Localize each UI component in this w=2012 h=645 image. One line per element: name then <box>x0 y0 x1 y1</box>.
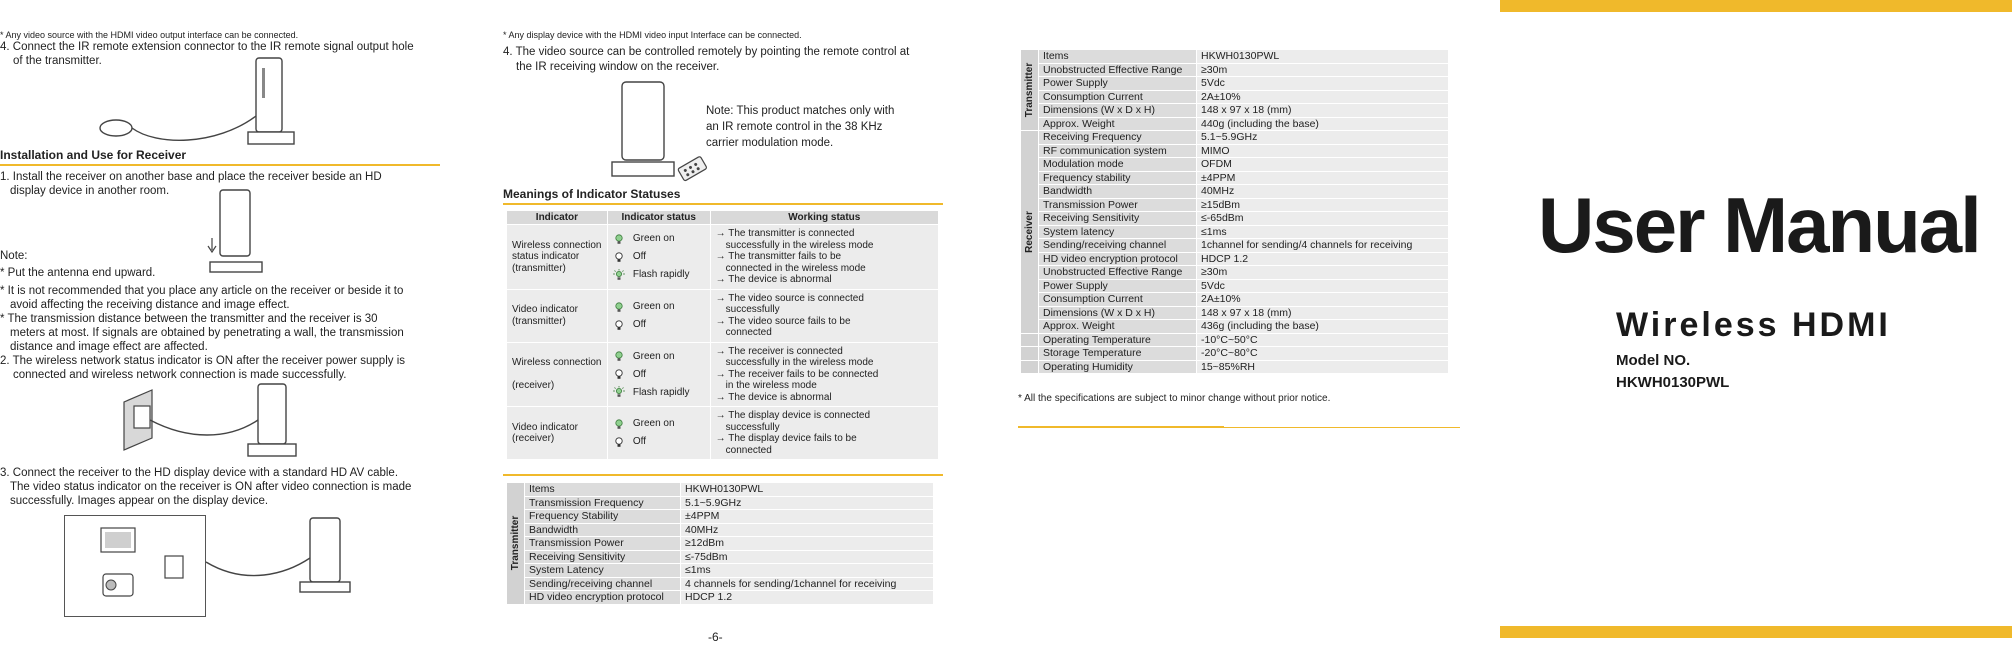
working-text: successfully in the wireless mode <box>725 357 874 368</box>
spec-value: ≥15dBm <box>1197 198 1449 212</box>
status-text: Green on <box>632 418 675 430</box>
spec-value: 2A±10% <box>1197 90 1449 104</box>
indicator-text <box>512 369 602 380</box>
indicator-cell <box>507 225 608 290</box>
table-row <box>507 577 934 591</box>
spec-value: ±4PPM <box>1197 171 1449 185</box>
indicator-text: status indicator <box>512 251 580 262</box>
table-row <box>1021 225 1449 239</box>
working-status-cell <box>710 342 938 407</box>
working-text: → The display device is connected <box>715 410 871 421</box>
spec-value: 5.1~5.9GHz <box>681 496 934 510</box>
spec-item: Receiving Sensitivity <box>1039 212 1197 226</box>
table-row <box>1021 198 1449 212</box>
status-text: Green on <box>632 300 675 312</box>
spec-item: Modulation mode <box>1039 158 1197 172</box>
status-cell <box>607 225 710 290</box>
spec-value: 2A±10% <box>1197 293 1449 307</box>
table-row <box>1021 279 1449 293</box>
table-row <box>507 510 934 524</box>
spec-item: System Latency <box>525 564 681 578</box>
ir-note-line3: carrier modulation mode. <box>706 137 834 149</box>
step3-line1: 3. Connect the receiver to the HD display device with a standard HD AV cable. <box>0 467 399 479</box>
spec-value: -20°C~80°C <box>1197 347 1449 361</box>
spec-item: Approx. Weight <box>1039 320 1197 334</box>
ir-extension-illustration <box>96 56 306 148</box>
display-devices-box <box>64 515 206 617</box>
table-row <box>1021 306 1449 320</box>
footer-rule-accent <box>1018 426 1224 428</box>
spec-item: Sending/receiving channel <box>525 577 681 591</box>
light-on-icon <box>613 301 625 313</box>
spec-item: Unobstructed Effective Range <box>1039 63 1197 77</box>
light-off-icon <box>613 368 625 380</box>
indicator-text: (receiver) <box>512 433 555 444</box>
table-row <box>1021 320 1449 334</box>
ir-note-line1: Note: This product matches only with <box>706 105 895 117</box>
working-text: → The display device fails to be <box>715 433 857 444</box>
cover-model-value: HKWH0130PWL <box>1616 374 1730 391</box>
blank-group <box>1021 347 1039 361</box>
working-text: in the wireless mode <box>725 380 817 391</box>
table-row <box>1021 266 1449 280</box>
indicator-cell <box>507 407 608 460</box>
indicator-text: (receiver) <box>512 379 555 391</box>
working-text: → The device is abnormal <box>715 391 832 403</box>
spec-value: MIMO <box>1197 144 1449 158</box>
light-flash-icon <box>613 386 625 398</box>
cover-top-bar <box>1500 0 2012 12</box>
working-text: successfully <box>725 304 780 315</box>
spec-item: Power Supply <box>1039 279 1197 293</box>
table-row <box>507 537 934 551</box>
note1: * Put the antenna end upward. <box>0 267 156 279</box>
step3-line2: The video status indicator on the receiver is ON after video connection is made <box>10 481 412 493</box>
cover-model-label: Model NO. <box>1616 352 1691 369</box>
spec-item: Dimensions (W x D x H) <box>1039 306 1197 320</box>
cover-product: Wireless HDMI <box>1616 306 1891 344</box>
table-row <box>1021 212 1449 226</box>
ir-note-line2: an IR remote control in the 38 KHz <box>706 121 883 133</box>
spec-value: 436g (including the base) <box>1197 320 1449 334</box>
spec-value: ±4PPM <box>681 510 934 524</box>
working-status-cell <box>710 407 938 460</box>
spec-value: HKWH0130PWL <box>681 483 934 497</box>
table-row <box>507 407 939 460</box>
indicator-text: Video indicator <box>512 304 578 315</box>
transmitter-group-label: Transmitter <box>1023 62 1035 118</box>
note2-line2: avoid affecting the receiving distance and image effect. <box>10 299 290 311</box>
light-on-icon <box>613 418 625 430</box>
receiver-av-illustration <box>206 514 356 596</box>
installation-heading: Installation and Use for Receiver <box>0 148 187 162</box>
indicator-text: (transmitter) <box>512 315 566 327</box>
spec-value: 5.1~5.9GHz <box>1197 131 1449 145</box>
blank-group <box>1021 360 1039 374</box>
spec-value: HDCP 1.2 <box>681 591 934 605</box>
table-row <box>1021 333 1449 347</box>
step3-line3: successfully. Images appear on the display device. <box>10 495 269 507</box>
status-text: Off <box>632 436 646 448</box>
working-text: connected in the wireless mode <box>725 262 866 274</box>
note-hdmi-display: * Any display device with the HDMI video input Interface can be connected. <box>503 30 802 40</box>
working-text: → The receiver fails to be connected <box>715 368 879 380</box>
spec-item: Sending/receiving channel <box>1039 239 1197 253</box>
table-row <box>1021 117 1449 131</box>
note3-line1: * The transmission distance between the transmitter and the receiver is 30 <box>0 313 378 325</box>
spec-value: ≤-65dBm <box>1197 212 1449 226</box>
spec-item: Items <box>525 483 681 497</box>
status-text: Green on <box>632 350 675 362</box>
status-text: Off <box>632 251 646 262</box>
header-indicator: Indicator <box>507 211 608 225</box>
receiver-group <box>1021 131 1039 334</box>
step1-line2: display device in another room. <box>10 185 170 197</box>
spec-item: Consumption Current <box>1039 293 1197 307</box>
spec-value: 40MHz <box>681 523 934 537</box>
spec-value: ≥30m <box>1197 266 1449 280</box>
working-status-cell <box>710 225 938 290</box>
table-row <box>1021 90 1449 104</box>
spec-item: Bandwidth <box>525 523 681 537</box>
indicator-text: Wireless connection <box>512 357 602 369</box>
spec-value: 15~85%RH <box>1197 360 1449 374</box>
table-row <box>1021 144 1449 158</box>
note-label: Note: <box>0 250 28 262</box>
spec-value: 40MHz <box>1197 185 1449 199</box>
table-row <box>1021 360 1449 374</box>
indicator-cell <box>507 342 608 407</box>
cover-title: User Manual <box>1538 181 1980 269</box>
light-off-icon <box>613 251 625 263</box>
table-row <box>1021 77 1449 91</box>
table-row <box>1021 171 1449 185</box>
indicator-cell <box>507 289 608 342</box>
spec-item: Frequency Stability <box>525 510 681 524</box>
status-cell <box>607 289 710 342</box>
indicator-text: Wireless connection <box>512 239 602 251</box>
spec-value: OFDM <box>1197 158 1449 172</box>
status-text: Off <box>632 368 646 380</box>
indicator-heading-rule <box>503 203 943 205</box>
spec-item: Items <box>1039 50 1197 64</box>
table-row <box>1021 104 1449 118</box>
blank-group <box>1021 333 1039 347</box>
receiver-illustration <box>200 188 270 278</box>
table-row <box>1021 185 1449 199</box>
p2-step4-line1: 4. The video source can be controlled remotely by pointing the remote control at <box>503 46 910 58</box>
light-on-icon <box>613 350 625 362</box>
step1-line1: 1. Install the receiver on another base and place the receiver beside an HD <box>0 171 382 183</box>
step2-line2: connected and wireless network connection is made successfully. <box>13 369 347 381</box>
spec-item: HD video encryption protocol <box>525 591 681 605</box>
status-text: Flash rapidly <box>632 269 690 280</box>
table-row <box>1021 158 1449 172</box>
spec-value: ≤1ms <box>1197 225 1449 239</box>
spec-value: 148 x 97 x 18 (mm) <box>1197 104 1449 118</box>
status-cell <box>607 407 710 460</box>
light-on-icon <box>613 233 625 245</box>
working-text: successfully <box>725 421 780 433</box>
full-spec-table <box>1020 49 1449 374</box>
spec-item: Transmission Power <box>1039 198 1197 212</box>
spec-item: Operating Humidity <box>1039 360 1197 374</box>
working-text: → The video source is connected <box>715 292 864 304</box>
table-row <box>1021 347 1449 361</box>
spec-value: ≥12dBm <box>681 537 934 551</box>
spec-item: RF communication system <box>1039 144 1197 158</box>
transmitter-spec-table <box>506 482 934 605</box>
header-indicator-status: Indicator status <box>607 211 710 225</box>
light-flash-icon <box>613 269 625 281</box>
spec-value: ≥30m <box>1197 63 1449 77</box>
transmitter-group <box>1021 50 1039 131</box>
status-text: Green on <box>632 233 675 244</box>
table-row <box>1021 293 1449 307</box>
spec-value: 440g (including the base) <box>1197 117 1449 131</box>
spec-value: ≤1ms <box>681 564 934 578</box>
spec-value: -10°C~50°C <box>1197 333 1449 347</box>
spec-item: Storage Temperature <box>1039 347 1197 361</box>
spec-rule <box>503 474 943 476</box>
spec-value: 4 channels for sending/1channel for receiving <box>681 577 934 591</box>
transmitter-group-label: Transmitter <box>509 516 521 571</box>
light-off-icon <box>613 319 625 331</box>
spec-item: Transmission Power <box>525 537 681 551</box>
table-row <box>507 483 934 497</box>
table-row <box>507 591 934 605</box>
spec-footnote: * All the specifications are subject to minor change without prior notice. <box>1018 393 1331 404</box>
spec-item: Operating Temperature <box>1039 333 1197 347</box>
spec-item: Consumption Current <box>1039 90 1197 104</box>
working-text: → The receiver is connected <box>715 345 843 357</box>
spec-value: 5Vdc <box>1197 77 1449 91</box>
spec-item: Unobstructed Effective Range <box>1039 266 1197 280</box>
working-text: connected <box>725 444 772 456</box>
table-row <box>507 342 939 407</box>
status-text: Flash rapidly <box>632 386 690 398</box>
indicator-text: Video indicator <box>512 421 578 433</box>
spec-value: 1channel for sending/4 channels for receiving <box>1197 239 1449 253</box>
working-text: successfully in the wireless mode <box>725 239 874 251</box>
spec-item: Transmission Frequency <box>525 496 681 510</box>
working-status-cell <box>710 289 938 342</box>
step4-line2: of the transmitter. <box>13 55 102 67</box>
step4-line1: 4. Connect the IR remote extension connector to the IR remote signal output hole <box>0 41 414 53</box>
table-row <box>1021 50 1449 64</box>
remote-control-illustration <box>608 78 720 188</box>
spec-value: HDCP 1.2 <box>1197 252 1449 266</box>
working-text: → The transmitter is connected <box>715 228 855 239</box>
table-row <box>507 289 939 342</box>
receiver-group-label: Receiver <box>1023 210 1035 253</box>
indicator-table <box>506 210 939 460</box>
step2-line1: 2. The wireless network status indicator is ON after the receiver power supply is <box>0 355 406 367</box>
spec-item: Power Supply <box>1039 77 1197 91</box>
spec-item: Bandwidth <box>1039 185 1197 199</box>
page-number: -6- <box>708 630 723 644</box>
p2-step4-line2: the IR receiving window on the receiver. <box>516 61 720 73</box>
note-hdmi-source: * Any video source with the HDMI video output interface can be connected. <box>0 30 299 40</box>
note3-line2: meters at most. If signals are obtained by penetrating a wall, the transmission <box>10 327 404 339</box>
spec-item: Receiving Sensitivity <box>525 550 681 564</box>
table-row <box>1021 239 1449 253</box>
spec-item: Frequency stability <box>1039 171 1197 185</box>
spec-item: Approx. Weight <box>1039 117 1197 131</box>
spec-value: HKWH0130PWL <box>1197 50 1449 64</box>
spec-item: Dimensions (W x D x H) <box>1039 104 1197 118</box>
working-text: → The device is abnormal <box>715 274 832 285</box>
transmitter-group <box>507 483 525 605</box>
light-off-icon <box>613 436 625 448</box>
spec-item: Receiving Frequency <box>1039 131 1197 145</box>
table-row <box>507 496 934 510</box>
status-text: Off <box>632 318 646 330</box>
table-row <box>1021 63 1449 77</box>
spec-item: HD video encryption protocol <box>1039 252 1197 266</box>
power-connection-illustration <box>118 380 308 460</box>
indicator-heading: Meanings of Indicator Statuses <box>503 187 681 201</box>
cover-bottom-bar <box>1500 626 2012 638</box>
table-row <box>507 564 934 578</box>
table-row <box>1021 252 1449 266</box>
table-row <box>507 523 934 537</box>
indicator-table-header <box>507 211 939 225</box>
note2-line1: * It is not recommended that you place any article on the receiver or beside it to <box>0 285 404 297</box>
header-working-status: Working status <box>710 211 938 225</box>
spec-value: ≤-75dBm <box>681 550 934 564</box>
spec-item: System latency <box>1039 225 1197 239</box>
indicator-text: (transmitter) <box>512 262 566 274</box>
spec-value: 148 x 97 x 18 (mm) <box>1197 306 1449 320</box>
table-row <box>507 550 934 564</box>
note3-line3: distance and image effect are affected. <box>10 341 208 353</box>
working-text: → The transmitter fails to be <box>715 251 842 262</box>
working-text: → The video source fails to be <box>715 315 851 327</box>
spec-value: 5Vdc <box>1197 279 1449 293</box>
status-cell <box>607 342 710 407</box>
working-text: connected <box>725 327 772 338</box>
heading-rule <box>0 164 440 166</box>
table-row <box>1021 131 1449 145</box>
table-row <box>507 225 939 290</box>
